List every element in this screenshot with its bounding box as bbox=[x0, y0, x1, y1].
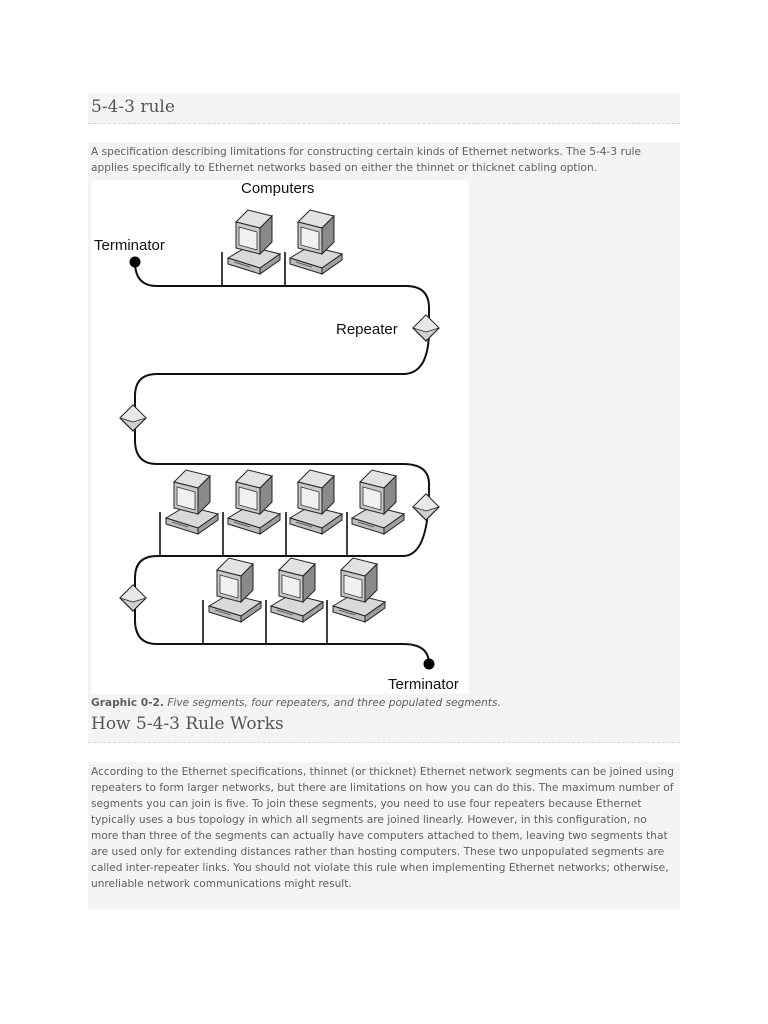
computer-icon bbox=[166, 470, 218, 534]
label-computers: Computers bbox=[241, 180, 315, 197]
section-title: How 5-4-3 Rule Works bbox=[88, 711, 680, 743]
label-terminator-top: Terminator bbox=[94, 237, 165, 254]
computer-icon bbox=[333, 558, 385, 622]
repeater-icon bbox=[120, 405, 146, 431]
computer-icon bbox=[290, 470, 342, 534]
section-title: 5-4-3 rule bbox=[88, 93, 680, 124]
computer-icon bbox=[271, 558, 323, 622]
computer-icon bbox=[228, 210, 280, 274]
explanation-paragraph-box bbox=[88, 762, 680, 910]
computer-icon bbox=[290, 210, 342, 274]
network-diagram-figure bbox=[91, 180, 469, 694]
repeater-icon bbox=[120, 585, 146, 611]
terminator-top-dot bbox=[130, 257, 141, 268]
caption-label: Graphic 0-2. bbox=[91, 697, 164, 709]
repeater-icon bbox=[413, 315, 439, 341]
computer-icon bbox=[352, 470, 404, 534]
explanation-paragraph: According to the Ethernet specifications, thinnet (or thicknet) Ethernet network segments can be joined using repeaters to form larger networks, but there are limitations on how you can do this. The maximum number of segments you can join is five. To join these segments, you need to use four repeaters because Ethernet typically uses a bus topology in which all segments are joined linearly. However, in this configuration, no more than three of the segments can actually have computers attached to them, leaving two segments that are used only for extending distances rather than hosting computers. These two unpopulated segments are called inter-repeater links. You should not violate this rule when implementing Ethernet networks; otherwise, unreliable network communications might result. bbox=[91, 766, 674, 890]
caption-text: Five segments, four repeaters, and three populated segments. bbox=[167, 697, 501, 709]
label-repeater: Repeater bbox=[336, 321, 398, 338]
computer-icon bbox=[209, 558, 261, 622]
label-terminator-bottom: Terminator bbox=[388, 676, 459, 693]
repeater-icon bbox=[413, 494, 439, 520]
network-diagram bbox=[91, 180, 469, 694]
figure-caption bbox=[91, 697, 501, 709]
terminator-bottom-dot bbox=[424, 659, 435, 670]
computer-icon bbox=[228, 470, 280, 534]
definition-paragraph: A specification describing limitations for constructing certain kinds of Ethernet networks. The 5-4-3 rule applies specifically to Ethernet networks based on either the thinnet or thicknet cabling option. bbox=[91, 146, 642, 174]
